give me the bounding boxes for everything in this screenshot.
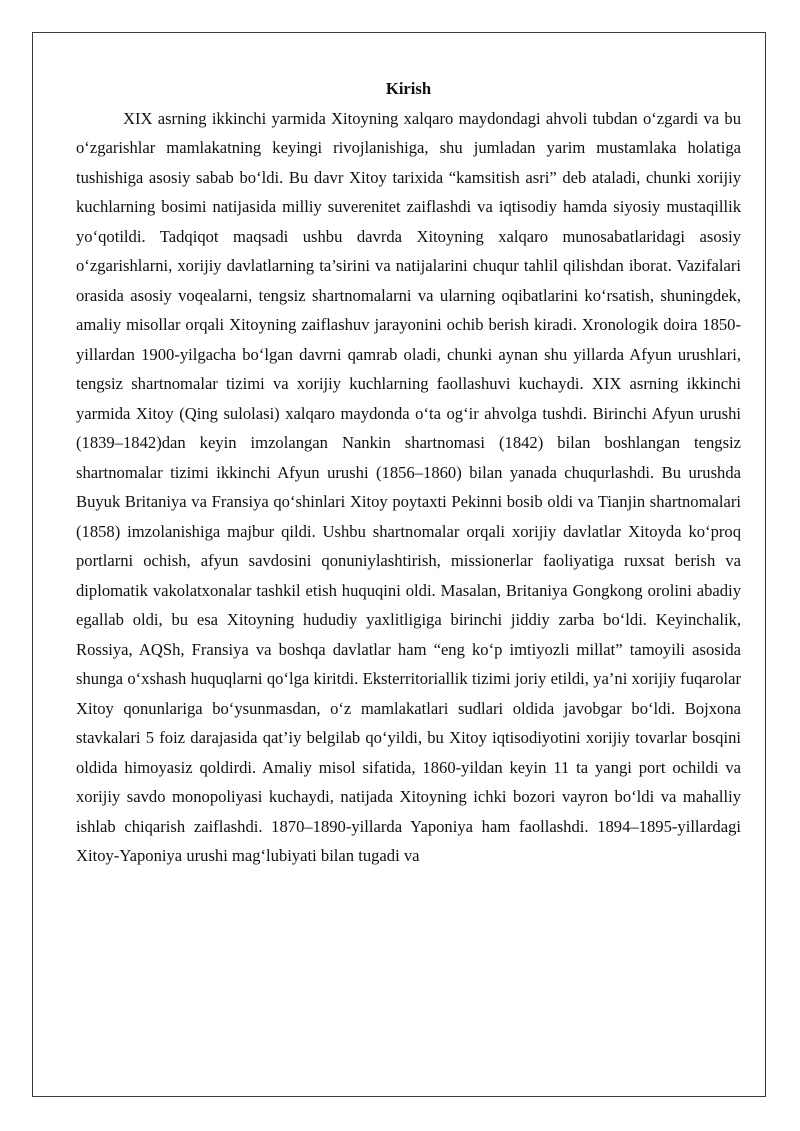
body-paragraph: XIX asrning ikkinchi yarmida Xitoyning xalqaro maydondagi ahvoli tubdan o‘zgardi va bu o‘zgarishlar mamlakatning keyingi rivojlanishiga, shu jumladan yarim mustamlaka holatiga tushishiga asosiy sabab bo‘ldi. Bu davr Xitoy tarixida “kamsitish asri” deb ataladi, chunki xorijiy kuchlarning bosimi natijasida milliy suverenitet zaiflashdi va iqtisodiy hamda siyosiy mustaqillik yo‘qotildi. Tadqiqot maqsadi ushbu davrda Xitoyning xalqaro munosabatlaridagi asosiy o‘zgarishlarni, xorijiy davlatlarning ta’sirini va natijalarini chuqur tahlil qilishdan iborat. Vazifalari orasida asosiy voqealarni, tengsiz shartnomalarni va ularning oqibatlarini ko‘rsatish, shuningdek, amaliy misollar orqali Xitoyning zaiflashuv jarayonini ochib berish kiradi. Xronologik doira 1850-yillardan 1900-yilgacha bo‘lgan davrni qamrab oladi, chunki aynan shu yillarda Afyun urushlari, tengsiz shartnomalar tizimi va xorijiy kuchlarning faollashuvi kuchaydi. XIX asrning ikkinchi yarmida Xitoy (Qing sulolasi) xalqaro maydonda o‘ta og‘ir ahvolga tushdi. Birinchi Afyun urushi (1839–1842)dan keyin imzolangan Nankin shartnomasi (1842) bilan boshlangan tengsiz shartnomalar tizimi ikkinchi Afyun urushi (1856–1860) bilan yanada chuqurlashdi. Bu urushda Buyuk Britaniya va Fransiya qo‘shinlari Xitoy poytaxti Pekinni bosib oldi va Tianjin shartnomalari (1858) imzolanishiga majbur qildi. Ushbu shartnomalar orqali xorijiy davlatlar Xitoyda ko‘proq portlarni ochish, afyun savdosini qonuniylashtirish, missionerlar faoliyatiga ruxsat berish va diplomatik vakolatxonalar tashkil etish huquqini oldi. Masalan, Britaniya Gongkong orolini abadiy egallab oldi, bu esa Xitoyning hududiy yaxlitligiga birinchi jiddiy zarba bo‘ldi. Keyinchalik, Rossiya, AQSh, Fransiya va boshqa davlatlar ham “eng ko‘p imtiyozli millat” tamoyili asosida shunga o‘xshash huquqlarni qo‘lga kiritdi. Eksterritoriallik tizimi joriy etildi, ya’ni xorijiy fuqarolar Xitoy qonunlariga bo‘ysunmasdan, o‘z mamlakatlari sudlari oldida javobgar bo‘ldi. Bojxona stavkalari 5 foiz darajasida qat’iy belgilab qo‘yildi, bu Xitoy iqtisodiyotini xorijiy tovarlar bosqini oldida himoyasiz qoldirdi. Amaliy misol sifatida, 1860-yildan keyin 11 ta yangi port ochildi va xorijiy savdo monopoliyasi kuchaydi, natijada Xitoyning ichki bozori vayron bo‘ldi va mahalliy ishlab chiqarish zaiflashdi. 1870–1890-yillarda Yaponiya ham faollashdi. 1894–1895-yillardagi Xitoy-Yaponiya urushi mag‘lubiyati bilan tugadi va (76, 108, 741, 865)
document-title: Kirish (385, 79, 432, 98)
document-body (76, 74, 741, 871)
